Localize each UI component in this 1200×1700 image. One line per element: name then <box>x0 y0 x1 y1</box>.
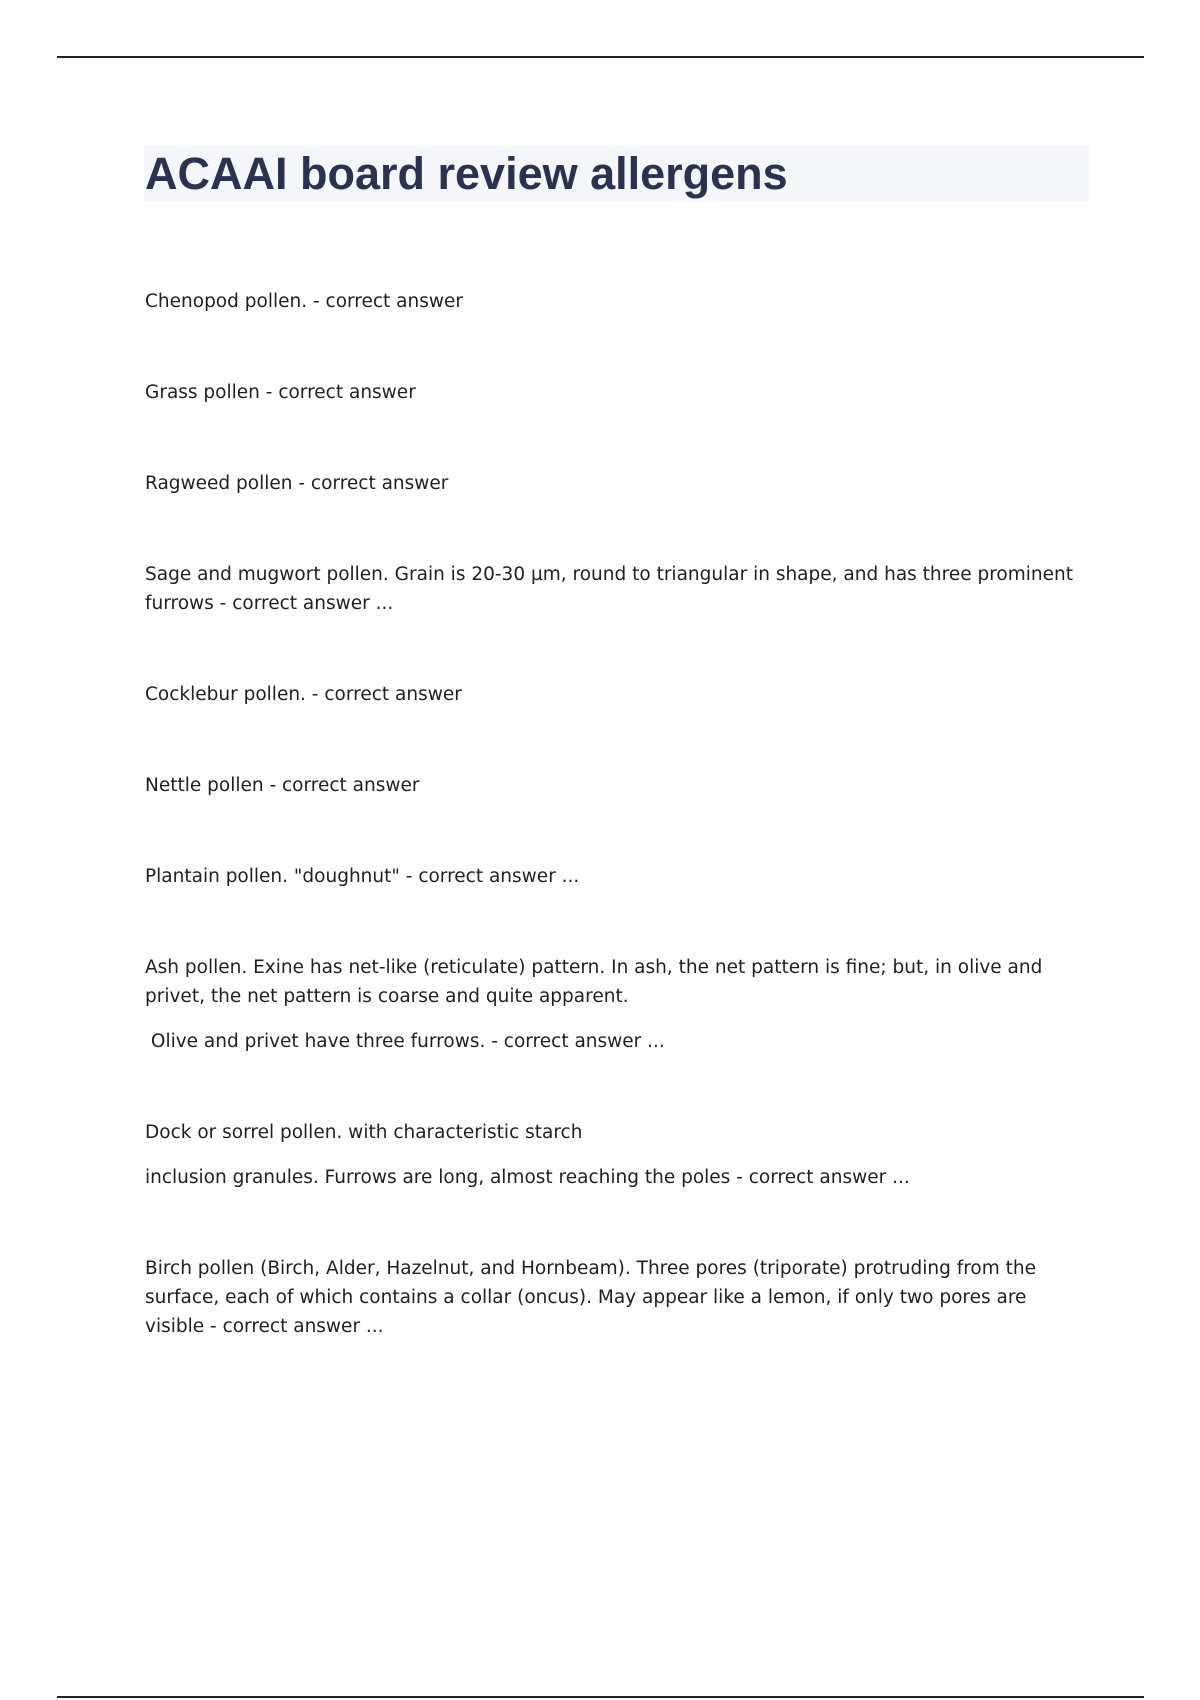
qa-text-continued: Olive and privet have three furrows. - correct answer ... <box>145 1031 665 1052</box>
qa-text: Chenopod pollen. - correct answer <box>145 291 463 312</box>
qa-item <box>145 862 1090 891</box>
qa-text: Birch pollen (Birch, Alder, Hazelnut, and Hornbeam). Three pores (triporate) protruding from the surface, each of which contains a collar (oncus). May appear like a lemon, if only two pores are visible - correct answer ... <box>145 1258 1037 1337</box>
qa-item <box>145 560 1090 618</box>
qa-text: Ragweed pollen - correct answer <box>145 473 449 494</box>
qa-text-continued: inclusion granules. Furrows are long, almost reaching the poles - correct answer ... <box>145 1167 910 1188</box>
qa-text: Grass pollen - correct answer <box>145 382 416 403</box>
qa-text: Dock or sorrel pollen. with characteristic starch <box>145 1122 583 1143</box>
qa-text: Cocklebur pollen. - correct answer <box>145 684 462 705</box>
qa-item <box>145 1118 1090 1192</box>
qa-text: Plantain pollen. "doughnut" - correct answer ... <box>145 866 580 887</box>
qa-list <box>145 287 1090 1403</box>
qa-item <box>145 680 1090 709</box>
qa-item <box>145 469 1090 498</box>
qa-item <box>145 1254 1090 1341</box>
qa-text: Sage and mugwort pollen. Grain is 20-30 µm, round to triangular in shape, and has three prominent furrows - correct answer ... <box>145 564 1073 614</box>
qa-text: Nettle pollen - correct answer <box>145 775 420 796</box>
qa-item <box>145 953 1090 1056</box>
qa-text: Ash pollen. Exine has net-like (reticulate) pattern. In ash, the net pattern is fine; but, in olive and privet, the net pattern is coarse and quite apparent. <box>145 957 1043 1007</box>
top-rule <box>57 56 1144 58</box>
qa-item <box>145 287 1090 316</box>
bottom-rule <box>57 1696 1144 1698</box>
qa-item <box>145 378 1090 407</box>
qa-item <box>145 771 1090 800</box>
page-title: ACAAI board review allergens <box>145 148 788 199</box>
